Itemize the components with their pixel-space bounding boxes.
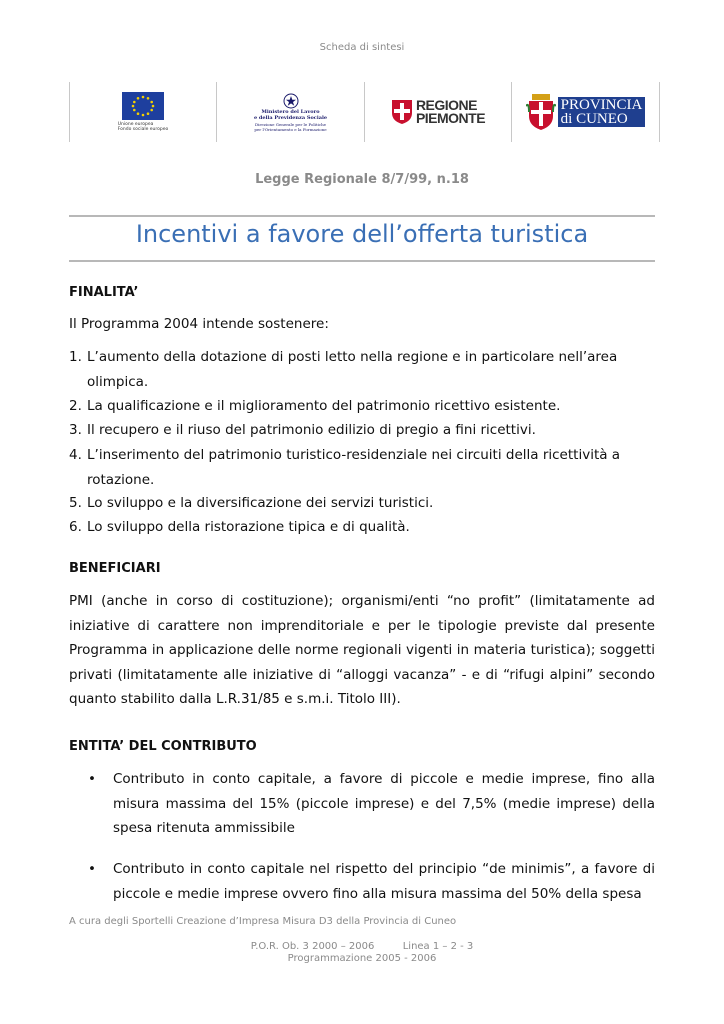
provincia-line: PROVINCIA <box>560 97 643 113</box>
eu-flag-icon <box>122 92 164 120</box>
list-text: Il recupero e il riuso del patrimonio edilizio di pregio a fini ricettivi. <box>87 422 536 438</box>
emblem-icon <box>283 93 299 109</box>
title-rule-top <box>69 215 655 217</box>
list-text: L’aumento della dotazione di posti letto nella regione e in particolare nell’area olimpica. <box>87 349 618 390</box>
title-rule-bottom <box>69 260 655 262</box>
bullet-symbol: • <box>88 771 96 787</box>
running-header: Scheda di sintesi <box>319 42 405 53</box>
ministero-line: Ministero del Lavoro <box>261 108 320 115</box>
ministero-line: e della Previdenza Sociale <box>253 115 328 121</box>
eu-logo <box>70 82 216 142</box>
section-heading-beneficiari: BENEFICIARI <box>69 561 161 576</box>
list-text: L’inserimento del patrimonio turistico-residenziale nei circuiti della ricettività a rotazione. <box>87 447 621 488</box>
ministero-logo <box>217 82 364 142</box>
footer-line: Linea 1 – 2 - 3 <box>402 941 474 952</box>
footer-period: Programmazione 2005 - 2006 <box>287 953 437 964</box>
logo-divider <box>659 82 660 142</box>
footer-programme: P.O.R. Ob. 3 2000 – 2006 <box>250 941 375 952</box>
footer-credit: A cura degli Sportelli Creazione d’Impresa Misura D3 della Provincia di Cuneo <box>69 916 457 927</box>
section-heading-contributo: ENTITA’ DEL CONTRIBUTO <box>69 739 257 754</box>
bullet-item <box>88 857 655 906</box>
list-item <box>69 515 655 540</box>
list-number: 2. <box>69 398 82 414</box>
provincia-line: di CUNEO <box>560 111 628 127</box>
logo-strip <box>69 82 661 142</box>
list-item <box>69 443 655 492</box>
list-item <box>69 345 655 394</box>
list-text: La qualificazione e il miglioramento del patrimonio ricettivo esistente. <box>87 398 561 414</box>
bullet-text: Contributo in conto capitale nel rispetto del principio “de minimis”, a favore di piccole e medie imprese ovvero fino alla misura massima del 50% della spesa <box>113 861 655 902</box>
ministero-line: per l'Orientamento e la Formazione <box>254 126 327 132</box>
list-item <box>69 418 655 443</box>
beneficiari-text: PMI (anche in corso di costituzione); organismi/enti “no profit” (limitatamente ad iniziative di carattere non imprenditoriale e per le tipologie previste dal presente Programma in applicazione delle norme regionali vigenti in materia turistica); soggetti privati (limitatamente alle iniziative di “alloggi vacanza” - e di “rifugi alpini” secondo quanto stabilito dalla L.R.31/85 e s.m.i. Titolo III). <box>69 593 655 707</box>
provincia-cuneo-logo <box>512 82 659 142</box>
list-text: Lo sviluppo della ristorazione tipica e di qualità. <box>87 519 410 535</box>
piemonte-shield-icon <box>391 99 413 125</box>
list-item <box>69 491 655 516</box>
list-number: 1. <box>69 349 82 365</box>
regione-line: PIEMONTE <box>415 110 486 126</box>
list-number: 3. <box>69 422 82 438</box>
list-number: 4. <box>69 447 82 463</box>
list-number: 6. <box>69 519 82 535</box>
finalita-intro: Il Programma 2004 intende sostenere: <box>69 316 329 332</box>
eu-caption-line: Unione europea <box>117 122 154 127</box>
cuneo-coat-of-arms-icon <box>526 92 556 132</box>
list-text: Lo sviluppo e la diversificazione dei servizi turistici. <box>87 495 434 511</box>
list-item <box>69 394 655 419</box>
eu-caption-line: Fondo sociale europeo <box>117 127 169 132</box>
law-reference: Legge Regionale 8/7/99, n.18 <box>255 172 469 187</box>
list-number: 5. <box>69 495 82 511</box>
bullet-item <box>88 767 655 841</box>
section-heading-finalita: FINALITA’ <box>69 285 139 300</box>
ministero-line: Direzione Generale per le Politiche <box>254 121 327 127</box>
regione-line: REGIONE <box>415 97 478 113</box>
bullet-text: Contributo in conto capitale, a favore di piccole e medie imprese, fino alla misura massima del 15% (piccole imprese) e del 7,5% (medie imprese) della spesa ritenuta ammissibile <box>113 771 655 836</box>
regione-piemonte-logo <box>365 82 511 142</box>
page-title: Incentivi a favore dell’offerta turistica <box>135 220 589 248</box>
bullet-symbol: • <box>88 861 96 877</box>
footer-programme-block <box>0 941 724 965</box>
